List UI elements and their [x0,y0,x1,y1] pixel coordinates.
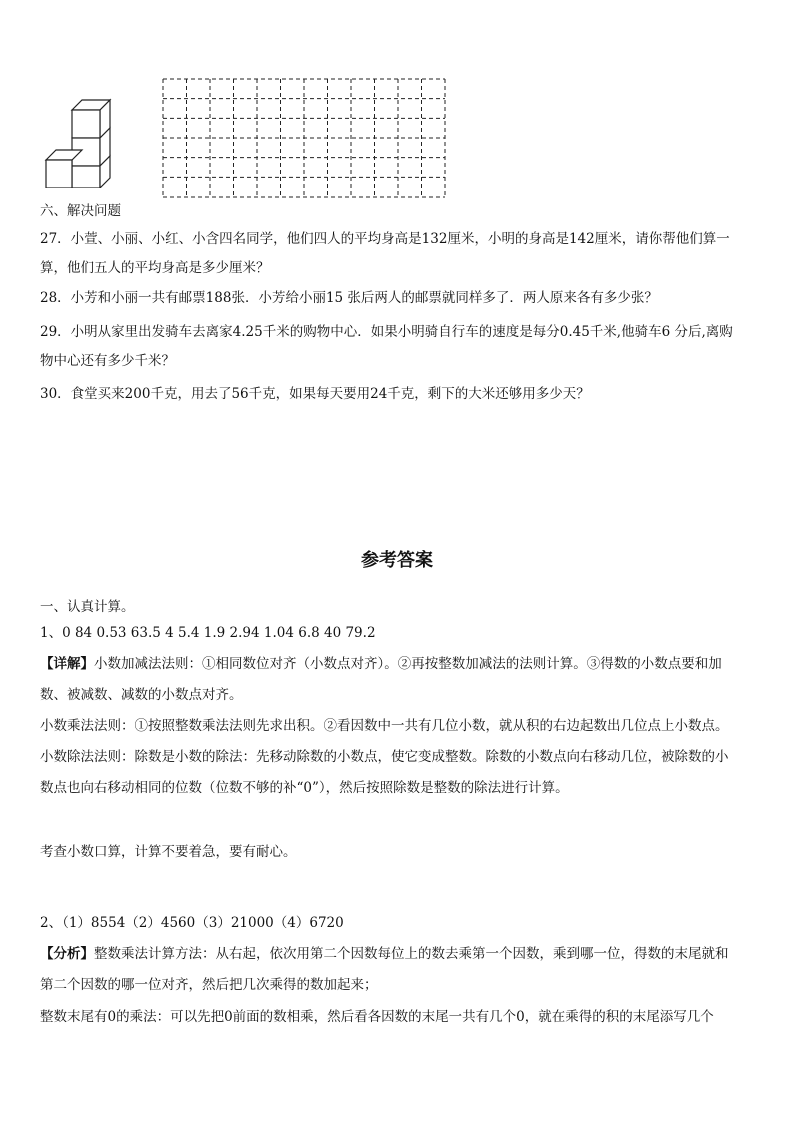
division-rule-line1: 小数除法法则：除数是小数的除法：先移动除数的小数点，使它变成整数。除数的小数点向右移动几位，被除数的小 [40,749,729,765]
detail-line1 [40,655,722,673]
zero-multiplication-rule: 整数末尾有0的乘法：可以先把0前面的数相乘，然后看各因数的末尾一共有几个0，就在乘得的积的末尾添写几个 [40,1009,714,1025]
dashed-grid-figure [162,78,446,198]
question-27-line2: 算，他们五人的平均身高是多少厘米？ [40,260,270,276]
question-29-line2: 物中心还有多少千米？ [40,353,175,369]
detail-tag: 【详解】 [40,656,94,672]
part1-heading: 一、认真计算。 [40,599,135,615]
analysis-line1 [40,945,729,963]
multiplication-rule: 小数乘法法则：①按照整数乘法法则先求出积。②看因数中一共有几位小数，就从积的右边起数出几位点上小数点。 [40,718,729,734]
answer-2-results: 2、（1）8554（2）4560（3）21000（4）6720 [40,915,344,931]
section-heading: 六、解决问题 [40,203,121,219]
answer-1-results: 1、0 84 0.53 63.5 4 5.4 1.9 2.94 1.04 6.8 40 79.2 [40,625,376,641]
answers-title: 参考答案 [361,550,433,571]
analysis-tag: 【分析】 [40,946,94,962]
analysis-text: 整数乘法计算方法：从右起，依次用第二个因数每位上的数去乘第一个因数，乘到哪一位，得数的末尾就和 [94,946,729,962]
note: 考查小数口算，计算不要着急，要有耐心。 [40,844,297,860]
stacked-cubes-figure [44,94,114,188]
question-27-line1: 27．小萱、小丽、小红、小含四名同学，他们四人的平均身高是132厘米，小明的身高是142厘米，请你帮他们算一 [40,231,730,247]
question-30: 30．食堂买来200千克，用去了56千克，如果每天要用24千克，剩下的大米还够用多少天？ [40,386,590,402]
analysis-line2: 第二个因数的哪一位对齐，然后把几次乘得的数加起来； [40,977,378,993]
detail-text: 小数加减法法则：①相同数位对齐（小数点对齐）。②再按整数加减法的法则计算。③得数的小数点要和加 [94,656,722,672]
division-rule-line2: 数点也向右移动相同的位数（位数不够的补“0”），然后按照除数是整数的除法进行计算。 [40,780,569,796]
question-28: 28．小芳和小丽一共有邮票188张．小芳给小丽15 张后两人的邮票就同样多了．两人原来各有多少张？ [40,290,658,306]
question-29-line1: 29．小明从家里出发骑车去离家4.25千米的购物中心．如果小明骑自行车的速度是每分0.45千米,他骑车6 分后,离购 [40,324,733,340]
detail-line2: 数、被减数、减数的小数点对齐。 [40,687,243,703]
